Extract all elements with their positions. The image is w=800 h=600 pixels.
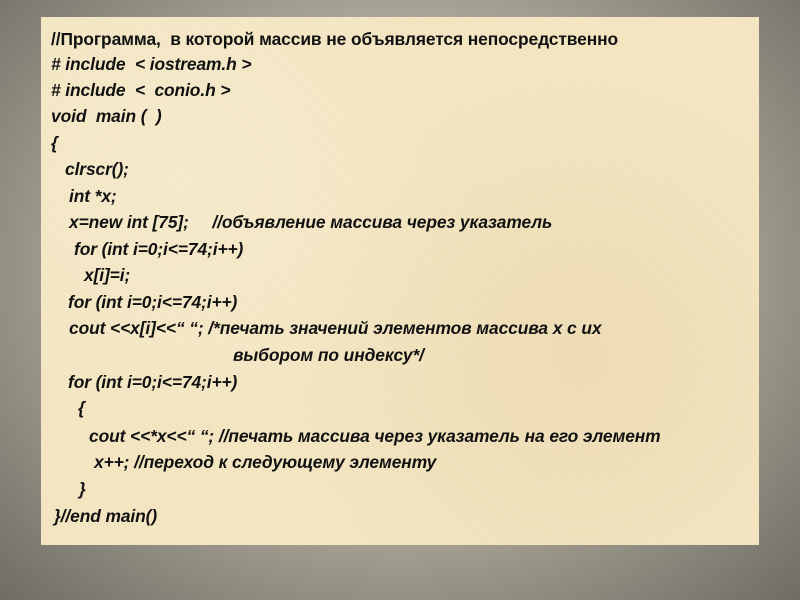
code-inner-close-brace: }: [79, 479, 86, 499]
code-cout-index: cout <<x[i]<<“ “; /*печать значений элементов массива x с их: [69, 318, 602, 338]
code-new-array: x=new int [75]; //объявление массива через указатель: [69, 212, 553, 232]
code-comment-title: //Программа, в которой массив не объявляется непосредственно: [51, 29, 619, 49]
code-cout-index-continued: выбором по индексу*/: [233, 345, 424, 365]
code-pointer-decl: int *x;: [69, 186, 117, 206]
code-clrscr: clrscr();: [65, 159, 129, 179]
code-main-signature: void main ( ): [51, 106, 162, 126]
code-for-loop-2: for (int i=0;i<=74;i++): [68, 292, 238, 312]
code-cout-pointer: cout <<*x<<“ “; //печать массива через указатель на его элемент: [89, 426, 661, 446]
code-include-iostream: # include < iostream.h >: [51, 54, 252, 74]
code-for-loop-1: for (int i=0;i<=74;i++): [74, 239, 244, 259]
code-inner-open-brace: {: [78, 398, 85, 418]
code-assign-element: x[i]=i;: [84, 265, 131, 285]
code-slide-panel: [41, 17, 759, 545]
code-main-close: }//end main(): [54, 506, 158, 526]
code-main-open-brace: {: [51, 133, 58, 153]
code-pointer-increment: x++; //переход к следующему элементу: [94, 452, 437, 472]
code-for-loop-3: for (int i=0;i<=74;i++): [68, 372, 238, 392]
code-include-conio: # include < conio.h >: [51, 80, 231, 100]
